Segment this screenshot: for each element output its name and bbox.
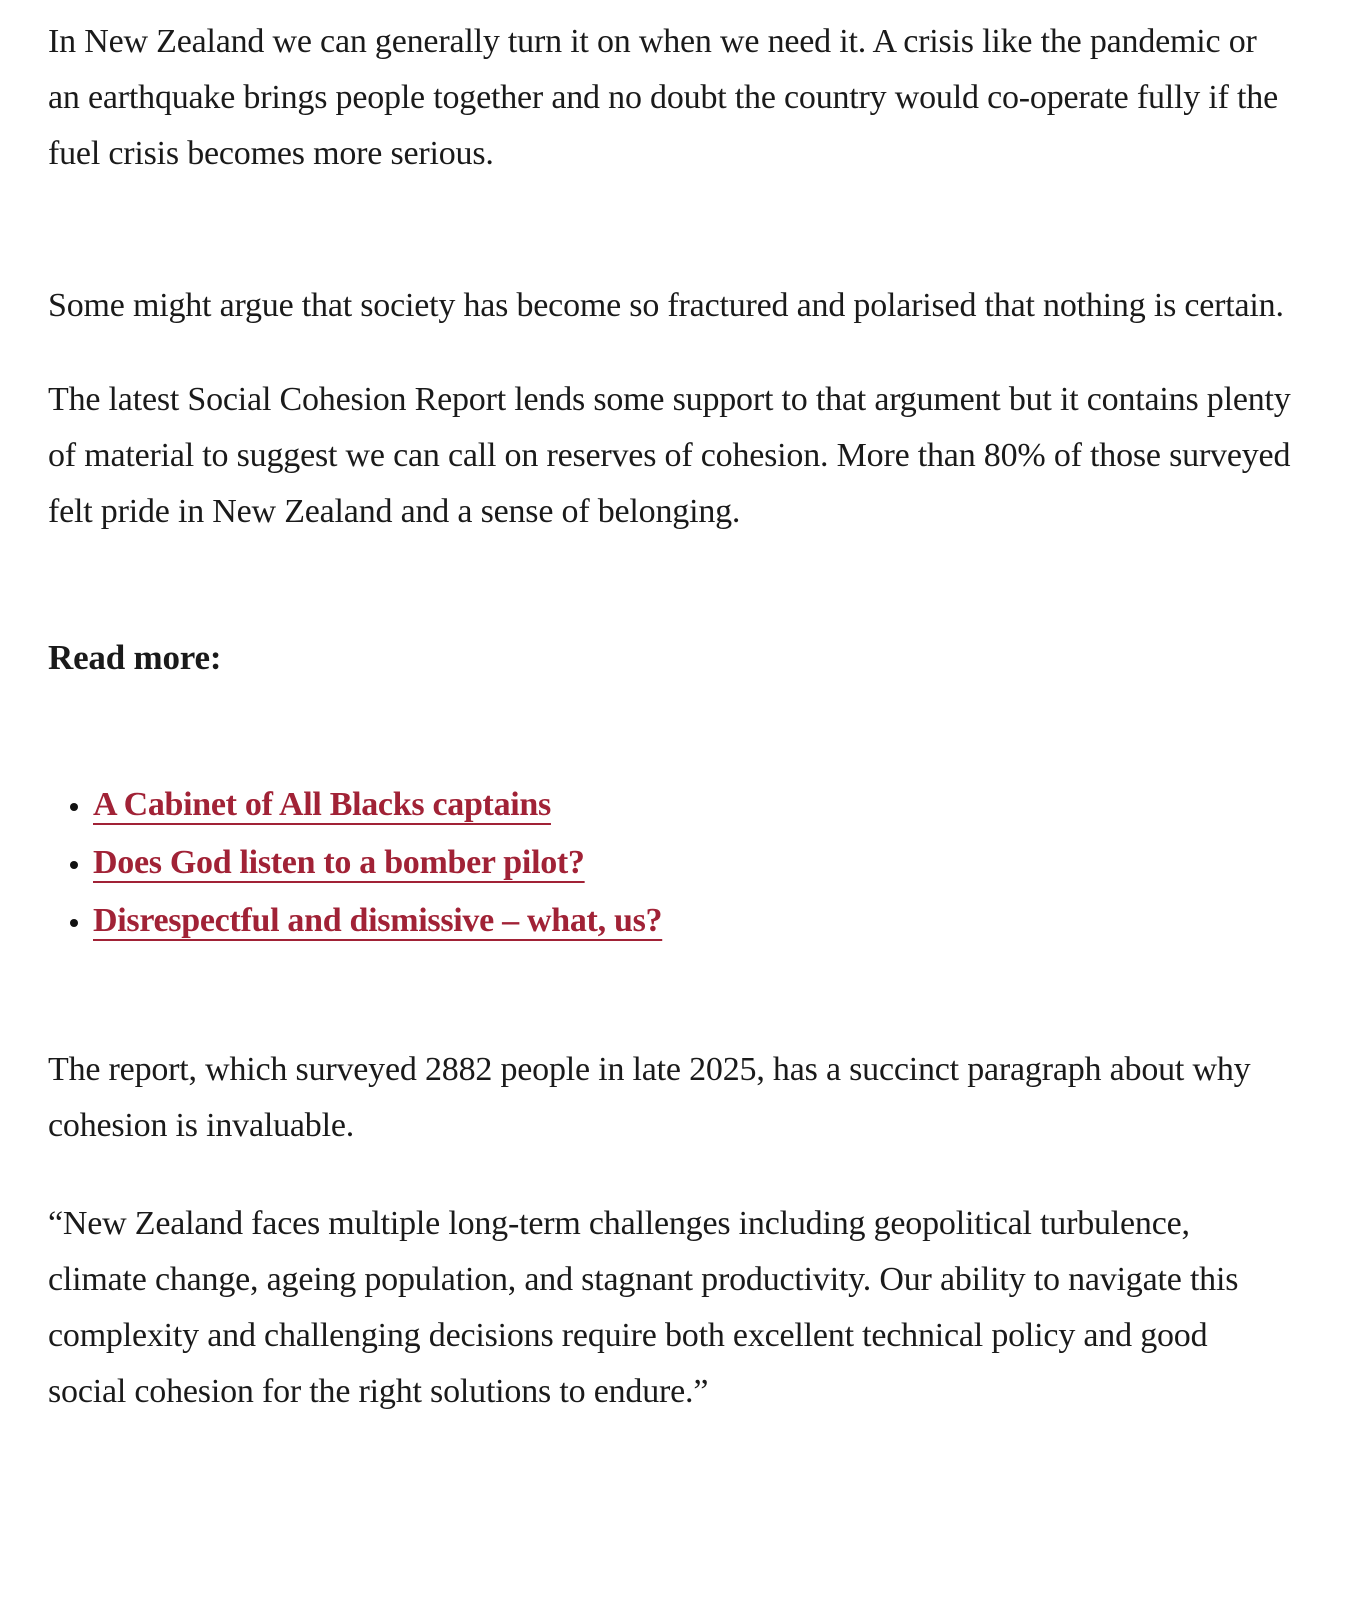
list-item [93,776,1293,834]
read-more-heading: Read more: [48,638,222,677]
list-item [93,834,1293,892]
paragraph-intro: In New Zealand we can generally turn it on when we need it. A crisis like the pandemic or an earthquake brings people together and no doubt the country would co-operate fully if the fuel crisis becomes more serious. [48,23,1278,172]
read-more-list [48,776,1310,950]
paragraph-society: Some might argue that society has become so fractured and polarised that nothing is certain. [48,287,1284,324]
read-more-link-bomber-pilot[interactable]: Does God listen to a bomber pilot? [93,844,585,881]
paragraph-cohesion-report: The latest Social Cohesion Report lends some support to that argument but it contains plenty of material to suggest we can call on reserves of cohesion. More than 80% of those surveyed felt pride in New Zealand and a sense of belonging. [48,381,1291,530]
read-more-link-cabinet[interactable]: A Cabinet of All Blacks captains [93,786,551,823]
paragraph-survey: The report, which surveyed 2882 people in late 2025, has a succinct paragraph about why cohesion is invaluable. [48,1051,1251,1144]
paragraph-quote: “New Zealand faces multiple long-term challenges including geopolitical turbulence, climate change, ageing population, and stagnant productivity. Our ability to navigate this complexity and challenging decisions require both excellent technical policy and good social cohesion for the right solutions to endure.” [48,1205,1239,1410]
read-more-link-disrespectful[interactable]: Disrespectful and dismissive – what, us? [93,902,663,939]
list-item [93,892,1293,950]
